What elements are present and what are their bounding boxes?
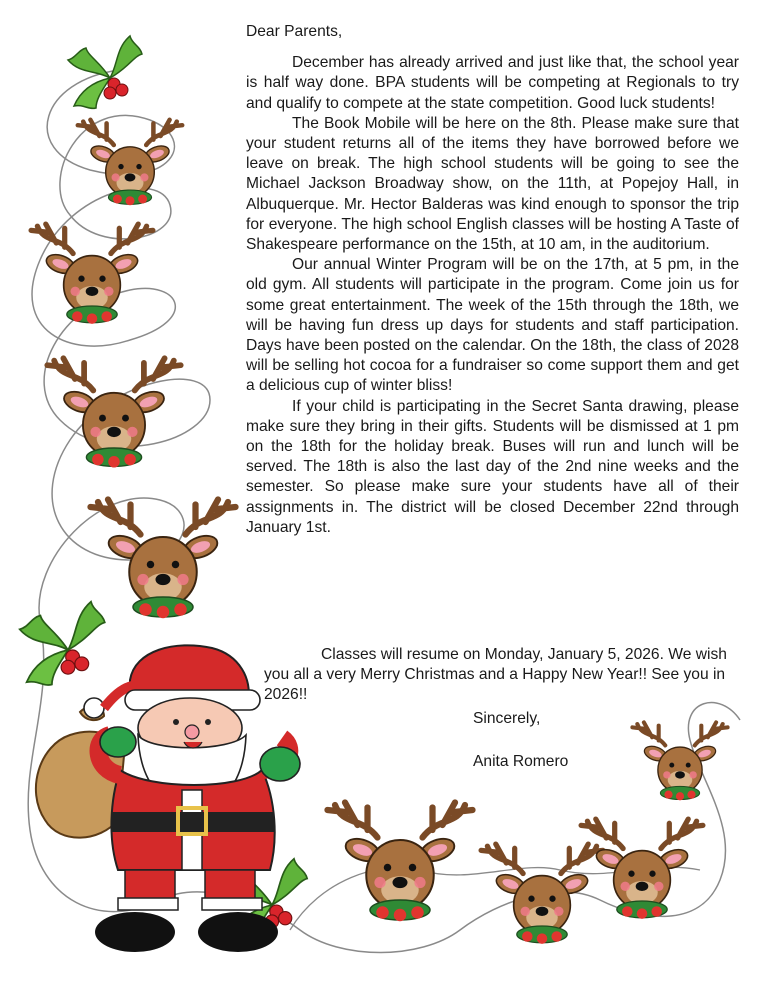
sign-off: Sincerely, bbox=[473, 710, 541, 727]
holly-icon bbox=[68, 36, 142, 108]
reindeer-icon bbox=[328, 803, 473, 922]
signature: Anita Romero bbox=[473, 753, 569, 770]
holly-icon bbox=[20, 602, 105, 685]
paragraph-competitions: December has already arrived and just like that, the school year is half way done. BPA students will be competing at Regionals to try and qualify to compete at the state competition. Good luck students! bbox=[246, 54, 739, 112]
reindeer-icon bbox=[581, 819, 703, 919]
paragraph-secret-santa: If your child is participating in the Secret Santa drawing, please make sure they bring in their gifts. Students will be dismissed at 1 pm on the 18th for the holiday break. Buses will run and lunch will be served. The 18th is also the last day of the 2nd nine weeks and the semester. So please make sure your students have all of their assignments in. The district will be closed December 22nd through January 1st. bbox=[246, 397, 739, 536]
letter-body bbox=[246, 22, 739, 538]
paragraph-book-mobile: The Book Mobile will be here on the 8th. Please make sure that your student returns all of the items they have borrowed before we leave on break. The high school students will be going to see the Michael Jackson Broadway show, on the 11th, at Popejoy Hall, in Albuquerque. Mr. Hector Balderas was kind enough to sponsor the trip for everyone. The high school English classes will be hosting A Taste of Shakespeare performance on the 15th, at 10 am, in the auditorium. bbox=[246, 114, 739, 254]
salutation: Dear Parents, bbox=[246, 23, 343, 40]
closing-paragraph: Classes will resume on Monday, January 5, 2026. We wish you all a very Merry Christmas and a Happy New Year!! See you in 2026!! bbox=[264, 646, 727, 704]
reindeer-icon bbox=[47, 358, 180, 467]
reindeer-icon bbox=[31, 224, 153, 324]
paragraph-winter-program: Our annual Winter Program will be on the 17th, at 5 pm, in the old gym. All students will participate in the program. Come join us for some great entertainment. The week of the 15th through the 18th, we will be having fun dress up days for students and staff participation. Days have been posted on the calendar. On the 18th, the class of 2028 will be selling hot cocoa for a fundraiser so come support them and get a delicious cup of winter bliss! bbox=[246, 256, 739, 395]
reindeer-icon bbox=[632, 722, 727, 800]
